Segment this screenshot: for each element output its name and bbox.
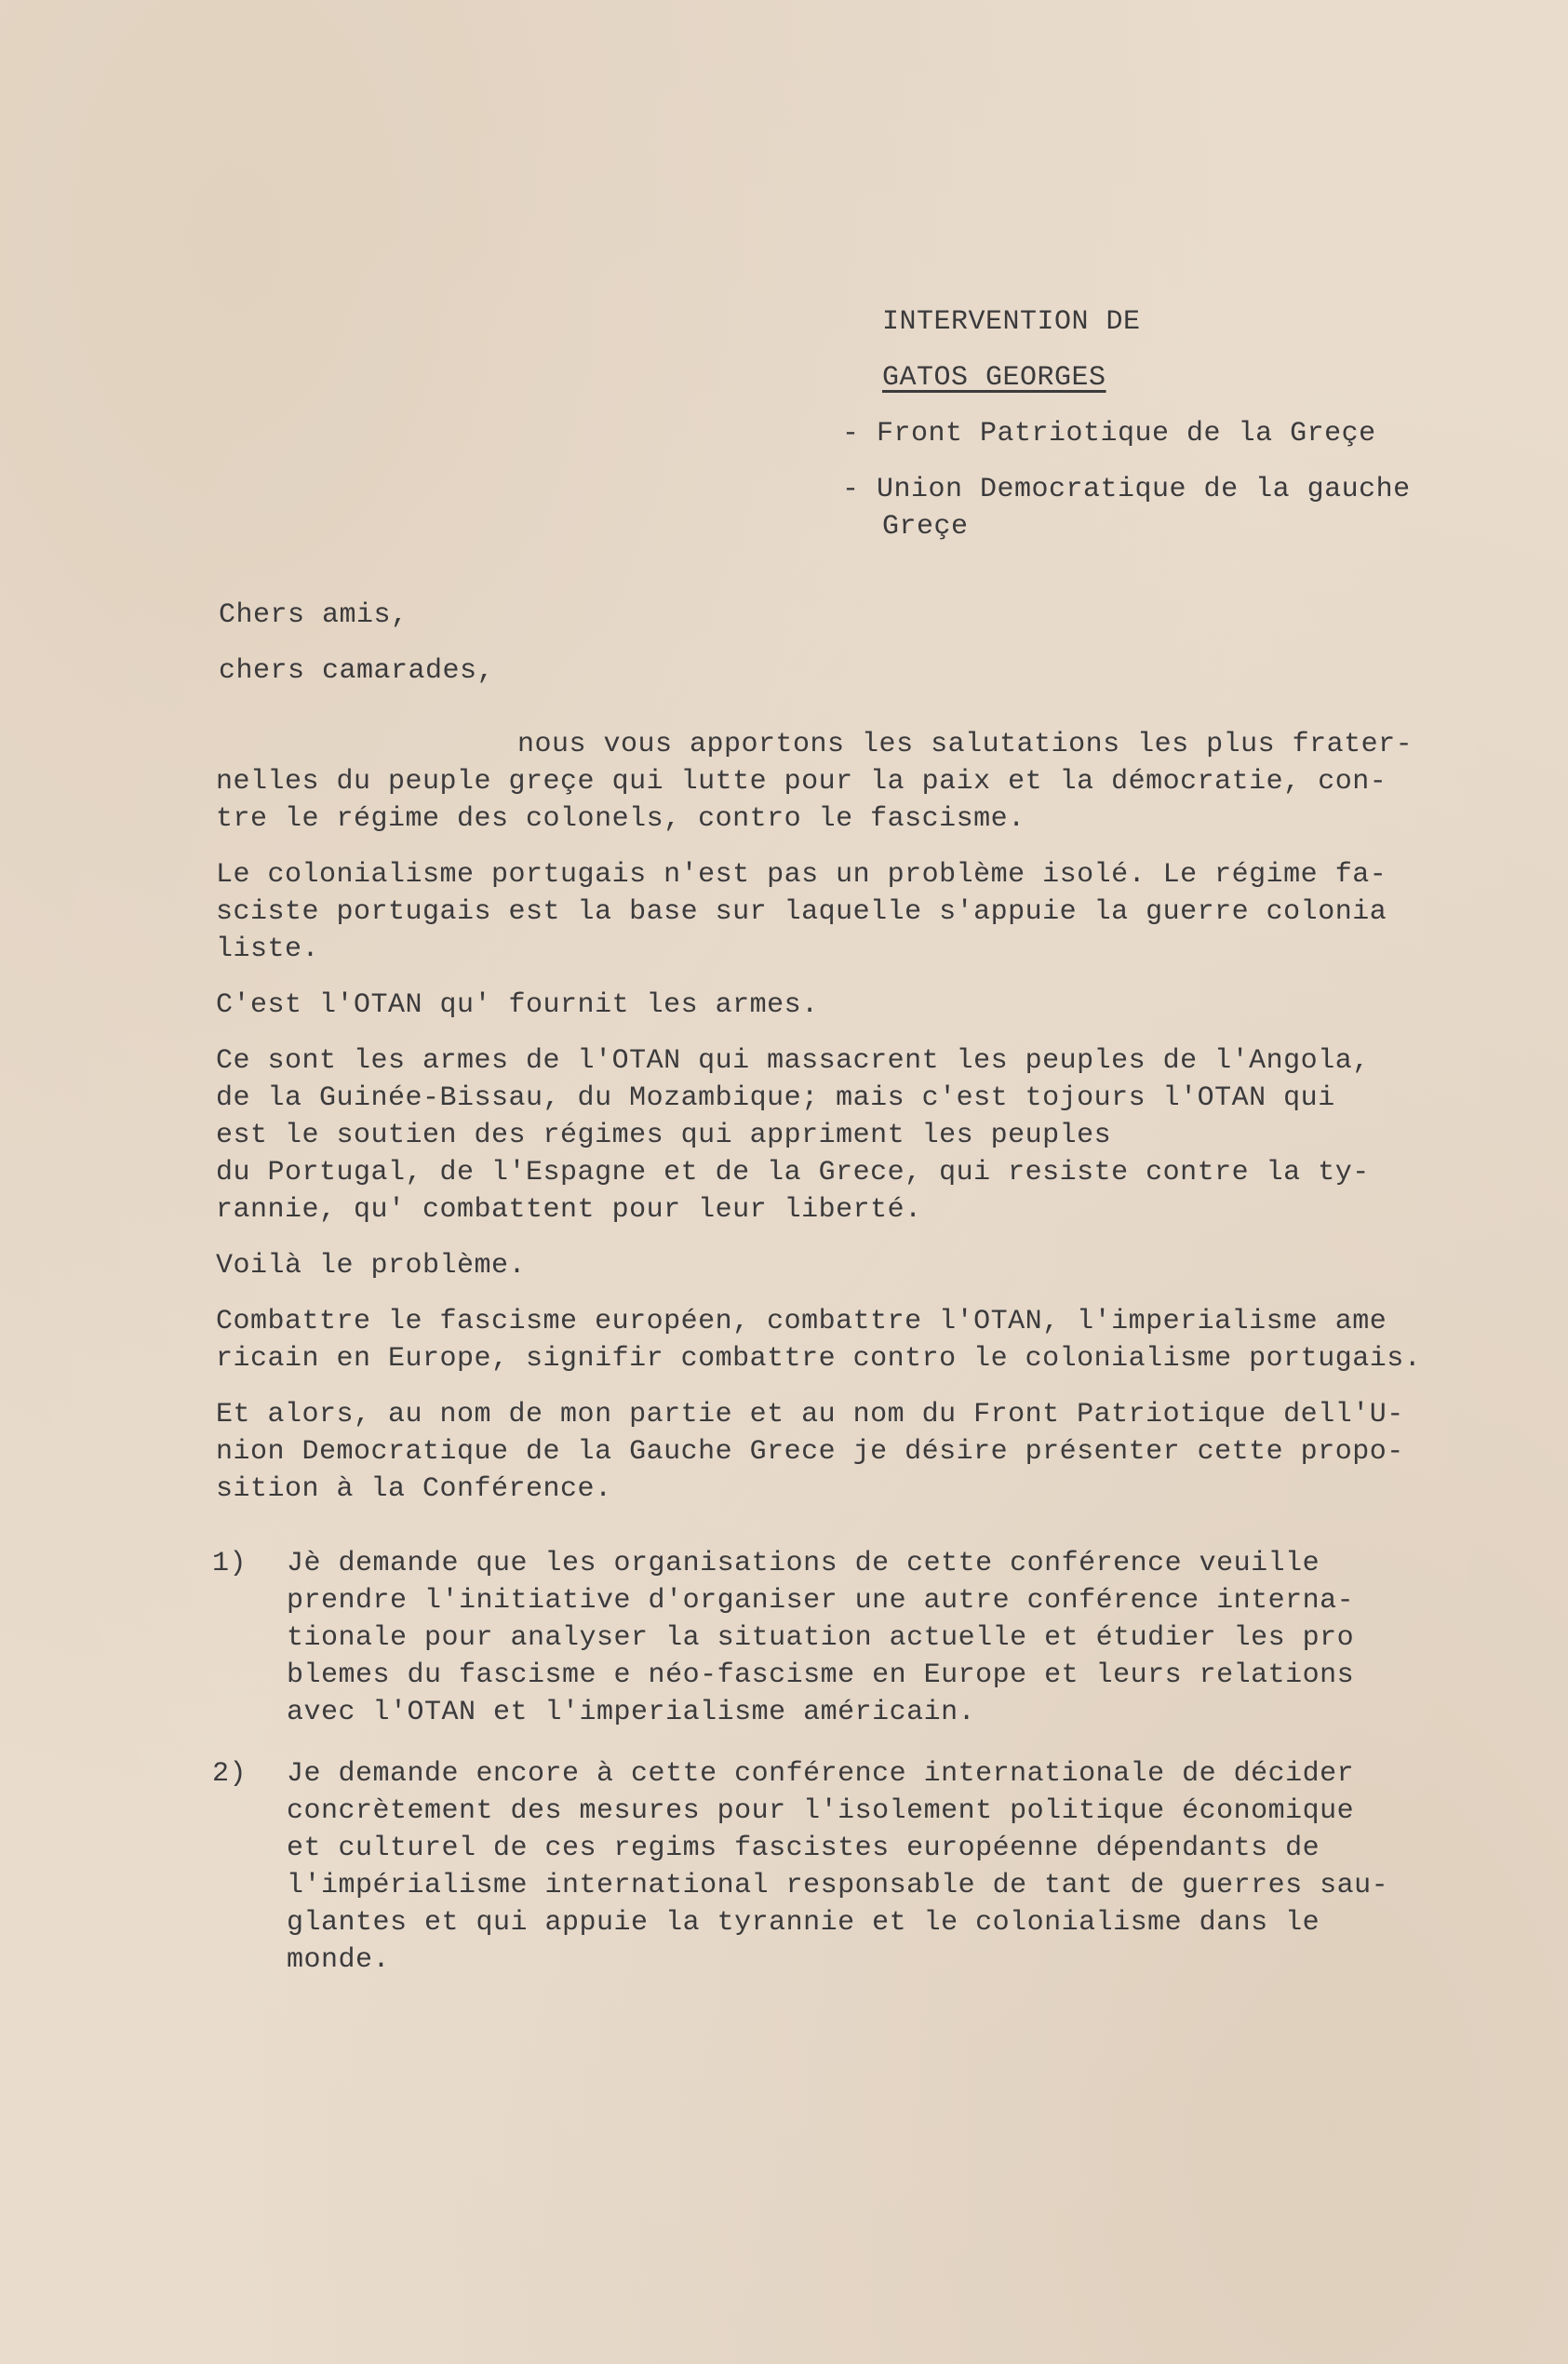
paragraph-line: nion Democratique de la Gauche Grece je désire présenter cette propo- bbox=[216, 1436, 1404, 1468]
paragraph-line: nelles du peuple greçe qui lutte pour la paix et la démocratie, con- bbox=[216, 766, 1387, 798]
paragraph-line: Le colonialisme portugais n'est pas un problème isolé. Le régime fa- bbox=[216, 859, 1387, 891]
paragraph-line: de la Guinée-Bissau, du Mozambique; mais c'est tojours l'OTAN qui bbox=[216, 1082, 1335, 1114]
proposal-line: monde. bbox=[287, 1944, 391, 1976]
paragraph-line: rannie, qu' combattent pour leur liberté. bbox=[216, 1194, 922, 1226]
organization-line: - Union Democratique de la gauche bbox=[842, 474, 1411, 505]
proposal-line: glantes et qui appuie la tyrannie et le colonialisme dans le bbox=[287, 1907, 1320, 1939]
document-title: INTERVENTION DE bbox=[882, 306, 1141, 338]
proposal-line: et culturel de ces regims fascistes européenne dépendants de bbox=[287, 1833, 1320, 1864]
salutation-line: Chers amis, bbox=[219, 599, 409, 631]
proposal-line: l'impérialisme international responsable de tant de guerres sau- bbox=[287, 1870, 1389, 1901]
paragraph-line: sition à la Conférence. bbox=[216, 1473, 612, 1505]
proposal-line: Jè demande que les organisations de cette conférence veuille bbox=[287, 1548, 1320, 1579]
proposal-line: Je demande encore à cette conférence internationale de décider bbox=[287, 1758, 1355, 1790]
proposal-line: prendre l'initiative d'organiser une autre conférence interna- bbox=[287, 1585, 1355, 1617]
organization-line: - Front Patriotique de la Greçe bbox=[842, 418, 1376, 450]
paragraph-line: sciste portugais est la base sur laquelle s'appuie la guerre colonia bbox=[216, 896, 1387, 928]
paragraph-line: Et alors, au nom de mon partie et au nom du Front Patriotique dell'U- bbox=[216, 1399, 1404, 1430]
paragraph-line: liste. bbox=[216, 934, 320, 965]
paragraph-line: C'est l'OTAN qu' fournit les armes. bbox=[216, 989, 819, 1021]
proposal-number: 2) bbox=[212, 1758, 248, 1790]
paragraph-line: Combattre le fascisme européen, combattre l'OTAN, l'imperialisme ame bbox=[216, 1306, 1387, 1337]
paragraph-line: Voilà le problème. bbox=[216, 1250, 527, 1282]
proposal-number: 1) bbox=[212, 1548, 248, 1579]
proposal-line: blemes du fascisme e néo-fascisme en Europe et leurs relations bbox=[287, 1659, 1355, 1691]
paragraph-line: Ce sont les armes de l'OTAN qui massacrent les peuples de l'Angola, bbox=[216, 1045, 1370, 1077]
speaker-name: GATOS GEORGES bbox=[882, 362, 1106, 394]
paragraph-line: tre le régime des colonels, contro le fascisme. bbox=[216, 803, 1025, 835]
proposal-line: avec l'OTAN et l'imperialisme américain. bbox=[287, 1697, 976, 1728]
organization-line-continued: Greçe bbox=[882, 511, 969, 543]
salutation-line: chers camarades, bbox=[219, 655, 495, 687]
paragraph-line: nous vous apportons les salutations les plus frater- bbox=[517, 729, 1414, 760]
proposal-line: tionale pour analyser la situation actuelle et étudier les pro bbox=[287, 1622, 1355, 1654]
paragraph-line: est le soutien des régimes qui appriment les peuples bbox=[216, 1120, 1112, 1151]
paragraph-line: ricain en Europe, signifir combattre contro le colonialisme portugais. bbox=[216, 1343, 1422, 1375]
paragraph-line: du Portugal, de l'Espagne et de la Grece, qui resiste contre la ty- bbox=[216, 1157, 1370, 1189]
proposal-line: concrètement des mesures pour l'isolement politique économique bbox=[287, 1795, 1355, 1827]
